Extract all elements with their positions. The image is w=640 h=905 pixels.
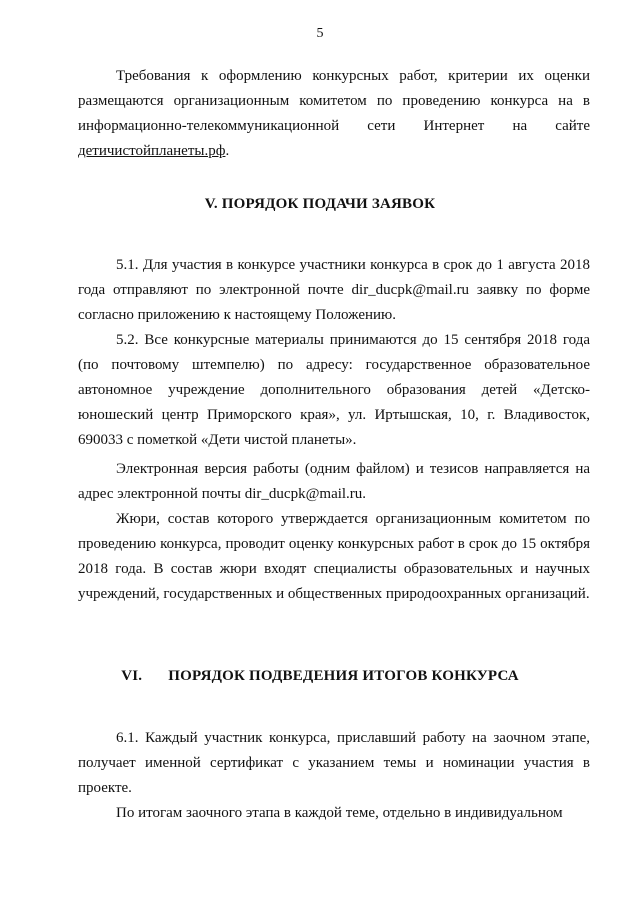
section-6-paragraph-1: 6.1. Каждый участник конкурса, приславший работу на заочном этапе, получает именной сертификат с указанием темы и номинации участия в проекте.	[78, 730, 590, 796]
page-number: 5	[316, 26, 324, 41]
section-5-paragraph-3: Электронная версия работы (одним файлом) и тезисов направляется на адрес электронной почты dir_ducpk@mail.ru.	[78, 461, 590, 502]
website-link[interactable]: детичистойпланеты.рф	[78, 143, 226, 159]
section-6-heading	[0, 668, 640, 685]
section-6-paragraph-2: По итогам заочного этапа в каждой теме, отдельно в индивидуальном	[116, 805, 563, 821]
section-6-title: ПОРЯДОК ПОДВЕДЕНИЯ ИТОГОВ КОНКУРСА	[168, 668, 519, 684]
intro-text: Требования к оформлению конкурсных работ, критерии их оценки размещаются организационным комитетом по проведению конкурса на в информационно-телекоммуникационной сети Интернет на сайте	[78, 68, 590, 134]
section-5-paragraph-2: 5.2. Все конкурсные материалы принимаются до 15 сентября 2018 года (по почтовому штемпелю) по адресу: государственное образовательное автономное учреждение дополнительного образования детей «Детско-юношеский центр Приморского края», ул. Иртышская, 10, г. Владивосток, 690033 с пометкой «Дети чистой планеты».	[78, 332, 590, 448]
section-5-paragraph-1: 5.1. Для участия в конкурсе участники конкурса в срок до 1 августа 2018 года отправляют по электронной почте dir_ducpk@mail.ru заявку по форме согласно приложению к настоящему Положению.	[78, 257, 590, 323]
intro-paragraph	[78, 64, 590, 164]
section-5-paragraph-4: Жюри, состав которого утверждается организационным комитетом по проведению конкурса, проводит оценку конкурсных работ в срок до 15 октября 2018 года. В состав жюри входят специалисты образовательных и научных учреждений, государственных и общественных природоохранных организаций.	[78, 511, 590, 602]
intro-end: .	[225, 143, 230, 159]
section-6-roman: VI.	[121, 668, 143, 684]
section-5-heading: V. ПОРЯДОК ПОДАЧИ ЗАЯВОК	[204, 196, 436, 212]
